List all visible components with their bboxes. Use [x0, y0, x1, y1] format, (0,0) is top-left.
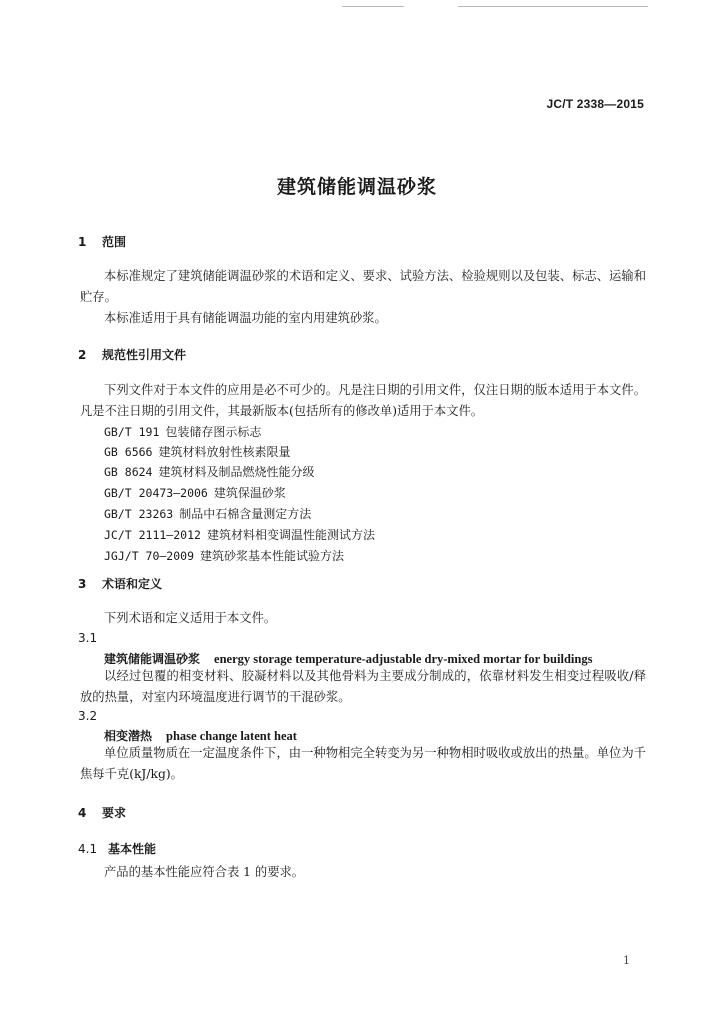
reference-item — [104, 484, 286, 501]
term-definition: 以经过包覆的相变材料、胶凝材料以及其他骨料为主要成分制成的，依靠材料发生相变过程吸收/释放的热量，对室内环境温度进行调节的干混砂浆。 — [80, 669, 646, 704]
reference-code: GB/T 20473—2006 — [104, 486, 208, 500]
reference-code: JGJ/T 70—2009 — [104, 549, 195, 563]
page-number: 1 — [623, 954, 630, 967]
reference-item — [104, 526, 375, 543]
section-number: 2 — [78, 348, 87, 362]
requirements-paragraph: 产品的基本性能应符合表 1 的要求。 — [104, 865, 305, 879]
reference-code: GB/T 191 — [104, 425, 160, 439]
term-number: 3.2 — [78, 709, 98, 723]
references-intro: 下列文件对于本文件的应用是必不可少的。凡是注日期的引用文件，仅注日期的版本适用于本文件。凡是不注日期的引用文件，其最新版本(包括所有的修改单)适用于本文件。 — [80, 383, 646, 418]
terms-intro: 下列术语和定义适用于本文件。 — [104, 611, 277, 625]
term-heading — [104, 650, 592, 667]
section-title: 范围 — [102, 235, 127, 249]
subsection-number: 4.1 — [78, 842, 98, 856]
reference-title: 建筑材料相变调温性能测试方法 — [206, 528, 375, 542]
section-title: 规范性引用文件 — [102, 348, 187, 362]
term-english: energy storage temperature-adjustable dry-mixed mortar for buildings — [214, 652, 593, 666]
reference-code: GB 6566 — [104, 445, 153, 459]
reference-item — [104, 443, 290, 460]
document-title: 建筑储能调温砂浆 — [276, 176, 437, 198]
reference-item — [104, 505, 311, 522]
term-definition: 单位质量物质在一定温度条件下，由一种物相完全转变为另一种物相时吸收或放出的热量。单位为千焦每千克(kJ/kg)。 — [80, 746, 646, 781]
reference-item — [104, 547, 344, 564]
section-number: 1 — [78, 235, 87, 249]
reference-code: GB/T 23263 — [104, 507, 174, 521]
term-heading — [104, 727, 297, 744]
reference-item — [104, 463, 314, 480]
section-heading-scope — [78, 233, 126, 250]
scope-paragraph: 本标准规定了建筑储能调温砂浆的术语和定义、要求、试验方法、检验规则以及包装、标志、运输和贮存。 — [80, 269, 646, 304]
section-number: 4 — [78, 806, 87, 820]
reference-item — [104, 423, 261, 440]
section-title: 要求 — [102, 806, 127, 820]
reference-title: 建筑材料及制品燃烧性能分级 — [158, 465, 315, 479]
scan-artifact-line — [458, 6, 648, 7]
reference-title: 建筑砂浆基本性能试验方法 — [200, 549, 345, 563]
section-title: 术语和定义 — [102, 577, 163, 591]
section-heading-requirements — [78, 804, 126, 821]
section-heading-terms — [78, 575, 162, 592]
section-heading-normative-references — [78, 346, 186, 363]
term-number: 3.1 — [78, 631, 98, 645]
reference-title: 建筑材料放射性核素限量 — [158, 445, 291, 459]
section-number: 3 — [78, 577, 87, 591]
reference-title: 制品中石棉含量测定方法 — [179, 507, 312, 521]
standard-number: JC/T 2338—2015 — [546, 97, 644, 111]
reference-code: GB 8624 — [104, 465, 153, 479]
scope-paragraph: 本标准适用于具有储能调温功能的室内用建筑砂浆。 — [104, 311, 387, 325]
reference-code: JC/T 2111—2012 — [104, 528, 201, 542]
term-english: phase change latent heat — [166, 729, 297, 743]
scan-artifact-line — [342, 6, 404, 7]
reference-title: 包装储存图示标志 — [165, 425, 262, 439]
term-chinese: 相变潜热 — [104, 729, 153, 743]
subsection-title: 基本性能 — [108, 842, 157, 856]
term-chinese: 建筑储能调温砂浆 — [104, 652, 201, 666]
reference-title: 建筑保温砂浆 — [213, 486, 286, 500]
subsection-heading-basic-performance — [78, 840, 156, 857]
